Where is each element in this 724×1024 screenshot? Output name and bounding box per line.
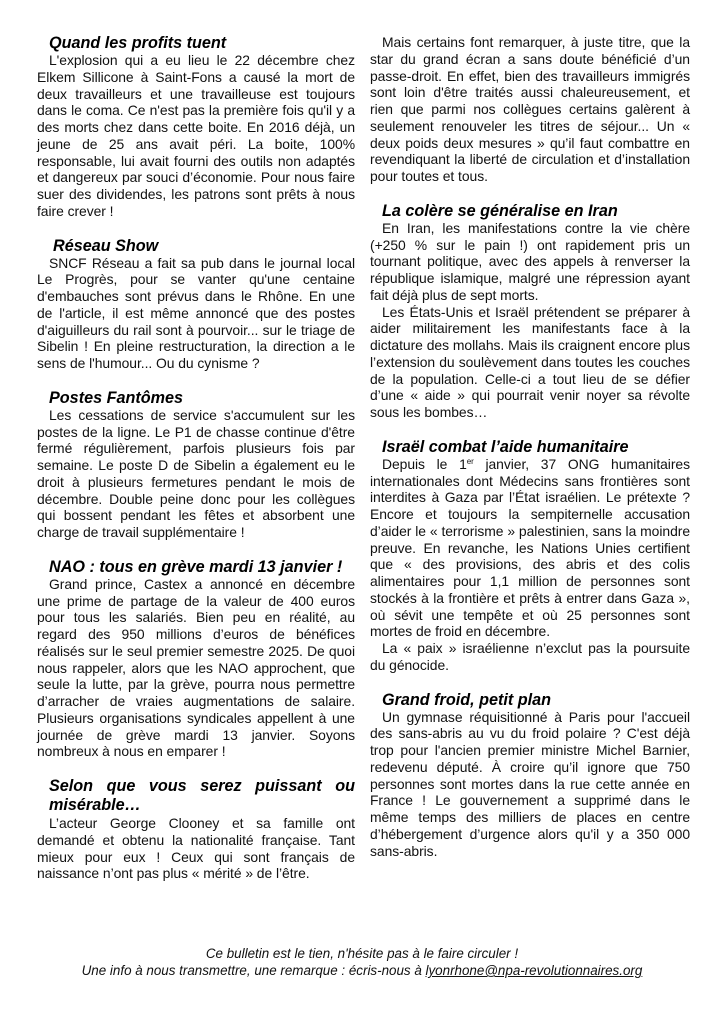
article-title: Grand froid, petit plan <box>382 690 552 709</box>
article-title: Selon que vous serez puissant ou misérable… <box>49 777 355 814</box>
article-body-rest: janvier, 37 ONG humanitaires internationales dont Médecins sans frontières sont interdites à Gaza par l’État israélien. Le prétexte ? Encore et toujours la sempiternelle accusation d’aider le « terrorisme » palestinien, sans la moindre preuve. En revanche, les Nations Unies certifient que « des provisions, des abris et des colis alimentaires pour 1,1 million de personnes sont stockés à la frontière et prêts à entrer dans Gaza », où sévit une tempête et où 25 personnes sont mortes de froid en décembre. <box>370 455 690 640</box>
ordinal-superscript: er <box>466 456 474 466</box>
article-body: En Iran, les manifestations contre la vie chère (+250 % sur le pain !) ont rapidement pris un tournant politique, avec des appels à renverser la république islamique, malgré une répression ayant fait déjà plus de sept morts. <box>370 219 690 303</box>
article-title: Postes Fantômes <box>49 388 184 407</box>
footer <box>0 945 724 979</box>
article-body: La « paix » israélienne n’exclut pas la poursuite du génocide. <box>370 640 690 673</box>
article-quand-les-profits-tuent <box>37 34 355 220</box>
article-body: L'explosion qui a eu lieu le 22 décembre chez Elkem Sillicone à Saint-Fons a causé la mort de deux travailleurs et une travailleuse est toujours dans le coma. Ce n'est pas la première fois qu'il y a des morts chez dans cette boite. En 2016 déjà, un jeune de 25 ans avait péri. La boite, 100% responsable, lui avait fourni des outils non adaptés et dangereux par souci d’économie. Pour nous faire suer des dividendes, les patrons sont prêts à nous faire crever ! <box>37 52 355 219</box>
article-title: Réseau Show <box>53 236 159 255</box>
article-title: Quand les profits tuent <box>49 34 227 52</box>
article-grand-froid <box>370 691 690 860</box>
article-body: SNCF Réseau a fait sa pub dans le journal local Le Progrès, pour se vanter qu'une centaine d'embauches sont prévus dans le Rhône. En une de l'article, il est même annoncé que des postes d'aiguilleurs du rail sont à pourvoir... sur le triage de Sibelin ! En pleine restructuration, la direction a le sens de l'humour... Ou du cynisme ? <box>37 254 355 371</box>
article-continuation: Mais certains font remarquer, à juste titre, que la star du grand écran a sans doute bénéficié d’un passe-droit. En effet, bien des travailleurs immigrés sont loin d'être traités aussi chaleureusement, et rien que parmi nos collègues certains galèrent à seulement renouveler les titres de séjour... Un « deux poids deux mesures » qu’il faut combattre en revendiquant la liberté de circulation et d’installation pour toutes et tous. <box>370 34 690 184</box>
article-body: Grand prince, Castex a annoncé en décembre une prime de partage de la valeur de 400 euros pour tous les salariés. Bien peu en réalité, au regard des 950 millions d’euros de bénéfices réalisés sur le seul premier semestre 2025. De quoi nous rappeler, alors que les NAO approchent, que seule la lutte, par la grève, pourra nous permettre d’arracher de vraies augmentations de salaire. Plusieurs organisations syndicales appellent à une journée de grève mardi 13 janvier. Soyons nombreux à nous en emparer ! <box>37 575 355 760</box>
article-body-prefix: Depuis le 1 <box>382 455 467 472</box>
footer-line-1: Ce bulletin est le tien, n'hésite pas à le faire circuler ! <box>205 946 519 961</box>
article-body <box>370 456 690 640</box>
article-selon-que-vous-serez <box>37 777 355 882</box>
article-title: Israël combat l’aide humanitaire <box>382 437 629 456</box>
article-body: Un gymnase réquisitionné à Paris pour l'accueil des sans-abris au vu du froid polaire ? C'est déjà trop pour l'ancien premier ministre Michel Barnier, redevenu député. À croire qu’il ignore que 750 personnes sont mortes dans la rue cette année en France ! Le gouvernement a supprimé dans le même temps des milliers de places en centre d’hébergement d’urgence alors qu'il y a 350 000 sans-abris. <box>370 708 690 859</box>
article-postes-fantomes <box>37 389 355 541</box>
article-reseau-show <box>37 237 355 372</box>
article-body: Les États-Unis et Israël prétendent se préparer à aider militairement les manifestants face à la dictature des mollahs. Mais ils craignent encore plus l’extension du soulèvement dans toutes les couches de la population. Celle-ci a tout lieu de se défier d’une « aide » qui pourrait venir noyer sa révolte sous les bombes… <box>370 303 690 420</box>
contact-email-link[interactable]: lyonrhone@npa-revolutionnaires.org <box>425 963 643 978</box>
article-body: Les cessations de service s'accumulent sur les postes de la ligne. Le P1 de chasse continue d'être fermé régulièrement, parfois plusieurs fois par semaine. Le poste D de Sibelin a également eu le droit à plusieurs fermetures pendant le mois de décembre. Double peine donc pour les collègues qui bossent pendant les fêtes et absorbent une charge de travail supplémentaire ! <box>37 406 355 540</box>
article-israel-aide-humanitaire <box>370 438 690 674</box>
article-colere-iran <box>370 202 690 421</box>
article-body: L’acteur George Clooney et sa famille ont demandé et obtenu la nationalité française. Tant mieux pour eux ! Ceux qui sont français de naissance n’ont pas plus « mérité » de l’être. <box>37 815 355 882</box>
article-nao-greve <box>37 558 355 760</box>
footer-line-2 <box>0 962 724 979</box>
article-title: NAO : tous en grève mardi 13 janvier ! <box>49 557 343 576</box>
right-column <box>370 34 690 859</box>
article-title: La colère se généralise en Iran <box>382 201 618 220</box>
footer-contact-text: Une info à nous transmettre, une remarque : écris-nous à <box>81 963 426 978</box>
left-column <box>37 34 355 882</box>
